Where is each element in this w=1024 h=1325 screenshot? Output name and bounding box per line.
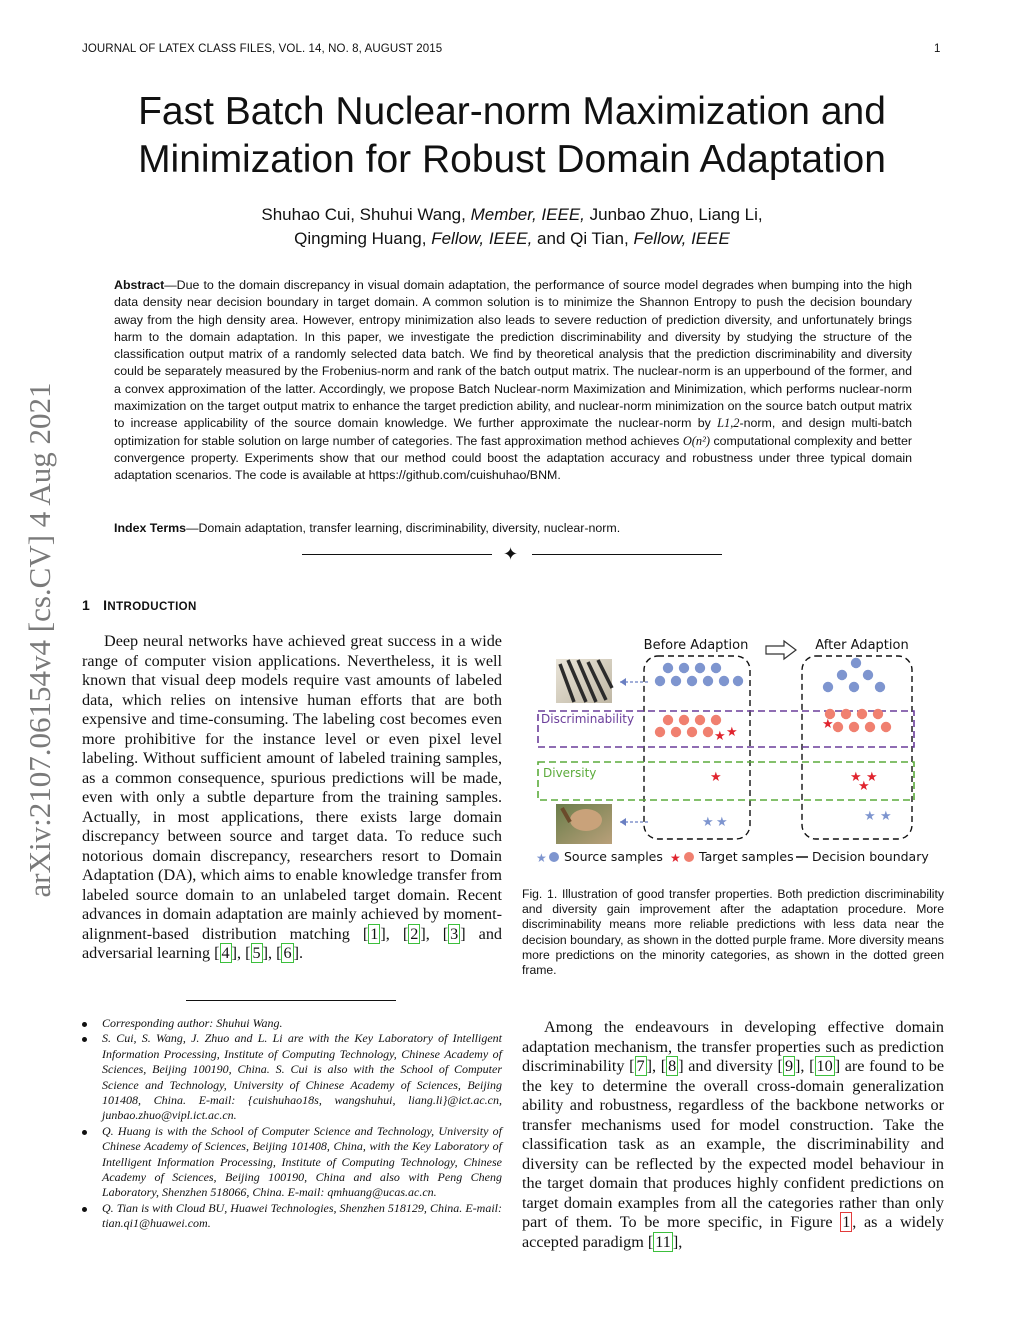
figure-legend	[536, 849, 929, 865]
citation-link[interactable]: 7	[636, 1057, 645, 1075]
after-target-star: ★	[822, 716, 834, 731]
separator-rule-left	[302, 554, 492, 555]
footnote-rule	[186, 1000, 396, 1001]
adaption-arrow-icon	[766, 641, 796, 659]
citation-link[interactable]: 2	[410, 924, 419, 943]
intro-p1-mid: and adversarial learning	[82, 924, 503, 962]
intro-p2-text-1: Among the endeavours in developing effective domain adaptation mechanism, the transfer properties such as prediction discriminability	[522, 1018, 944, 1075]
intro-paragraph-2: Among the endeavours in developing effective domain adaptation mechanism, the transfer properties such as prediction discriminability [ 7 ], [ 8 ] and diversity [ 9 ], [ 10 ] are found to be the key to determine the overall cross-domain generalization ability and robustness, regardless of the backbone networks or transfer mechanisms used for model construction. Take the classification task as an example, the discriminability and diversity can be reflected by the expected model behaviour in the target domain that produces highly confident predictions on target domain examples from all the categories rather than only part of them. To be more specific, in Figure 1 , as a widely accepted paradigm [ 11 ],	[522, 1018, 945, 1251]
footnote-text: Q. Huang is with the School of Computer Science and Technology, University of Chinese Academy of Sciences, Beijing 101408, China, with the Key Laboratory of Intelligent Information Processing, Institute of Computing Technology, Chinese Academy of Sciences, Beijing 100190, China and also with Peng Cheng Laboratory, Shenzhen 518066, China. E-mail: qmhuang@ucas.ac.cn.	[102, 1123, 502, 1200]
intro-p2-text-2: and diversity	[688, 1057, 773, 1075]
diversity-label: Diversity	[543, 766, 597, 780]
after-source-samples	[823, 658, 885, 692]
author-names-2: Junbao Zhuo, Liang Li,	[589, 205, 763, 224]
before-adaption-label: Before Adaption	[643, 638, 749, 653]
footnote-item	[82, 1124, 502, 1201]
arxiv-stamp: arXiv:2107.06154v4 [cs.CV] 4 Aug 2021	[22, 382, 57, 898]
figure-1	[530, 632, 940, 872]
citation-link[interactable]: 1	[370, 924, 379, 943]
citation-link[interactable]: 5	[252, 944, 261, 962]
abstract-text: —Due to the domain discrepancy in visual domain adaptation, the performance of source model degrades when bumping into the high data density near decision boundary in target domain. A common solution is to minimize the Shannon Entropy to push the decision boundary away from the high density area. However, entropy minimization also leads to severe reduction of prediction diversity, and unfortunately brings harm to the domain adaptation. In this paper, we investigate the prediction discriminability and diversity by studying the structure of the classification output matrix of a randomly selected data batch. We find by theoretical analysis that the prediction discriminability and diversity could be separately measured by the Frobenius-norm and rank of the batch output matrix. The nuclear-norm is an upperbound of the former, and a convex approximation of the latter. Accordingly, we propose Batch Nuclear-norm Maximization and Minimization, which performs nuclear-norm maximization on the target output matrix to enhance the target prediction ability, and nuclear-norm minimization on the source batch output matrix to increase applicability of the source domain knowledge. We further approximate the nuclear-norm by	[114, 278, 912, 431]
intro-p2-text-3: are found to be the key to determine the overall cross-domain generalization ability and robustness, regardless of the backbone networks or transfer mechanisms used for model construction. Take the classification task as an example, the discriminability and diversity can be reflected by the expected model behaviour in the target domain that produces highly confident predictions on target domain examples from all the categories rather than only part of them. To be more specific, in Figure	[522, 1057, 945, 1231]
footnotes	[82, 1016, 502, 1232]
citation-link[interactable]: 10	[816, 1057, 833, 1075]
legend-circle-blue-icon	[549, 852, 559, 862]
author-names-3: Qingming Huang,	[294, 229, 427, 248]
author-names-4: and Qi Tian,	[537, 229, 629, 248]
abstract-math-l12: L1,2	[717, 416, 740, 431]
section-heading	[82, 597, 197, 613]
paper-title: Fast Batch Nuclear-norm Maximization and Minimization for Robust Domain Adaptation	[138, 90, 886, 181]
after-diversity-star: ★	[850, 769, 862, 784]
footnote-item	[82, 1201, 502, 1232]
section-title-rest: NTRODUCTION	[107, 601, 197, 613]
index-terms-label: Index Terms	[114, 521, 187, 535]
after-target-samples	[825, 709, 891, 732]
after-diversity-star: ★	[866, 769, 878, 784]
horse-image	[556, 804, 612, 844]
before-source-star: ★	[702, 814, 714, 829]
footnote-text: Corresponding author: Shuhui Wang.	[102, 1016, 283, 1030]
author-role-1: Member, IEEE,	[470, 205, 585, 224]
citation-link[interactable]: 4	[221, 944, 230, 962]
separator-rule-right	[532, 554, 722, 555]
abstract-text-3: computational complexity and better convergence property. Experiments show that our method could boost the adaptation accuracy and robustness under three typical domain adaptation scenarios. The code is available at https://github.com/cuishuhao/BNM.	[114, 433, 913, 483]
intro-p2-text-4: , as a widely accepted paradigm	[522, 1213, 944, 1251]
author-list	[120, 203, 904, 251]
before-target-star: ★	[714, 728, 726, 743]
legend-circle-red-icon	[684, 852, 694, 862]
after-adaption-label: After Adaption	[815, 638, 909, 653]
citation-link[interactable]: 8	[668, 1057, 677, 1075]
index-terms	[114, 521, 912, 535]
author-role-3: Fellow, IEEE	[633, 229, 730, 248]
figure-reference-link[interactable]: 1	[842, 1213, 851, 1231]
legend-star-red-icon: ★	[670, 851, 681, 865]
discriminability-label: Discriminability	[541, 712, 635, 726]
footnote-text: Q. Tian is with Cloud BU, Huawei Technologies, Shenzhen 518129, China. E-mail: tian.qi1@huawei.com.	[102, 1200, 502, 1231]
before-target-samples	[655, 715, 721, 737]
abstract	[114, 277, 912, 485]
legend-star-blue-icon: ★	[536, 851, 547, 865]
abstract-label: Abstract	[114, 278, 165, 292]
abstract-text-2: -norm, and design multi-batch optimization for stable solution on large number of categories. The fast approximation method achieves	[114, 416, 912, 448]
section-number: 1	[82, 597, 91, 613]
before-diversity-star: ★	[710, 769, 722, 784]
figure-caption: Fig. 1. Illustration of good transfer properties. Both prediction discriminability and diversity gain improvement after the adaptation procedure. More discriminability means more reliable predictions with less data near the decision boundary, as shown in the dotted purple frame. More diversity means more predictions on the minority categories, as shown in the dotted green frame.	[522, 887, 944, 978]
legend-boundary-label: Decision boundary	[812, 849, 929, 864]
before-source-samples	[655, 663, 743, 686]
author-role-2: Fellow, IEEE,	[431, 229, 533, 248]
citation-link[interactable]: 6	[283, 944, 292, 962]
intro-paragraph-1: Deep neural networks have achieved great success in a wide range of computer vision applications. Nevertheless, it is well known that visual deep models require vast amounts of labeled data, which relies on intensive human efforts that are both expensive and time-consuming. The labeling cost becomes even more prohibitive for the instance level or even pixel level labeling. Without sufficient amount of labeled training samples, as a common consequence, spurious predictions will be made, even with only a subtle departure from the training samples. Actually, in most applications, there exists large domain discrepancy between source and target data. To reduce such notorious domain discrepancy, researchers resort to Domain Adaptation (DA), which aims to enable knowledge transfer from labeled source domain to an unlabeled target domain. Recent advances in domain adaptation are mainly achieved by moment-alignment-based distribution matching [ 1 ], [ 2 ], [ 3 ] and adversarial learning [ 4 ], [ 5 ], [ 6 ].	[82, 632, 503, 962]
before-source-star: ★	[716, 814, 728, 829]
footnote-item	[82, 1031, 502, 1123]
after-source-star: ★	[880, 808, 892, 823]
section-title-initial: I	[103, 597, 108, 613]
citation-link[interactable]: 11	[655, 1232, 671, 1251]
citation-link[interactable]: 3	[450, 924, 459, 943]
citation-link[interactable]: 9	[784, 1057, 794, 1075]
running-head: JOURNAL OF LATEX CLASS FILES, VOL. 14, NO. 8, AUGUST 2015	[82, 43, 443, 55]
footnote-text: S. Cui, S. Wang, J. Zhuo and L. Li are with the Key Laboratory of Intelligent Information Processing, Institute of Computing Technology, Chinese Academy of Sciences, Beijing 100190, China. S. Cui is also with the School of Computer Science and Technology, University of Chinese Academy of Sciences, Beijing 101408, China. E-mail: {cuishuhao18s, wangshuhui, liang.li}@ict.ac.cn, junbao.zhuo@vipl.ict.ac.cn.	[102, 1031, 502, 1123]
legend-target-label: Target samples	[699, 849, 794, 864]
abstract-math-complexity: O(n²)	[682, 433, 710, 448]
before-target-star: ★	[726, 724, 738, 739]
index-terms-text: —Domain adaptation, transfer learning, discriminability, diversity, nuclear-norm.	[186, 521, 621, 535]
zebra-image	[556, 659, 612, 703]
intro-p1-text: Deep neural networks have achieved great success in a wide range of computer vision applications. Nevertheless, it is well known that visual deep models require vast amounts of labeled data, which relies on intensive human efforts that are both expensive and time-consuming. The labeling cost becomes even more prohibitive for the instance level or even pixel level labeling. Without sufficient amount of labeled training samples, as a common consequence, spurious predictions will be made, even with only a subtle departure from the training samples. Actually, in most applications, there exists large domain discrepancy between source and target data. To reduce such notorious domain discrepancy, researchers resort to Domain Adaptation (DA), which aims to enable knowledge transfer from labeled source domain to an unlabeled target domain. Recent advances in domain adaptation are mainly achieved by moment-alignment-based distribution matching	[82, 632, 502, 943]
after-diversity-star: ★	[858, 778, 870, 793]
page-number: 1	[934, 43, 941, 55]
legend-source-label: Source samples	[564, 849, 663, 864]
after-source-star: ★	[864, 808, 876, 823]
author-names-1: Shuhao Cui, Shuhui Wang,	[261, 205, 466, 224]
separator-diamond-icon: ✦	[503, 544, 519, 564]
footnote-item	[82, 1016, 502, 1031]
